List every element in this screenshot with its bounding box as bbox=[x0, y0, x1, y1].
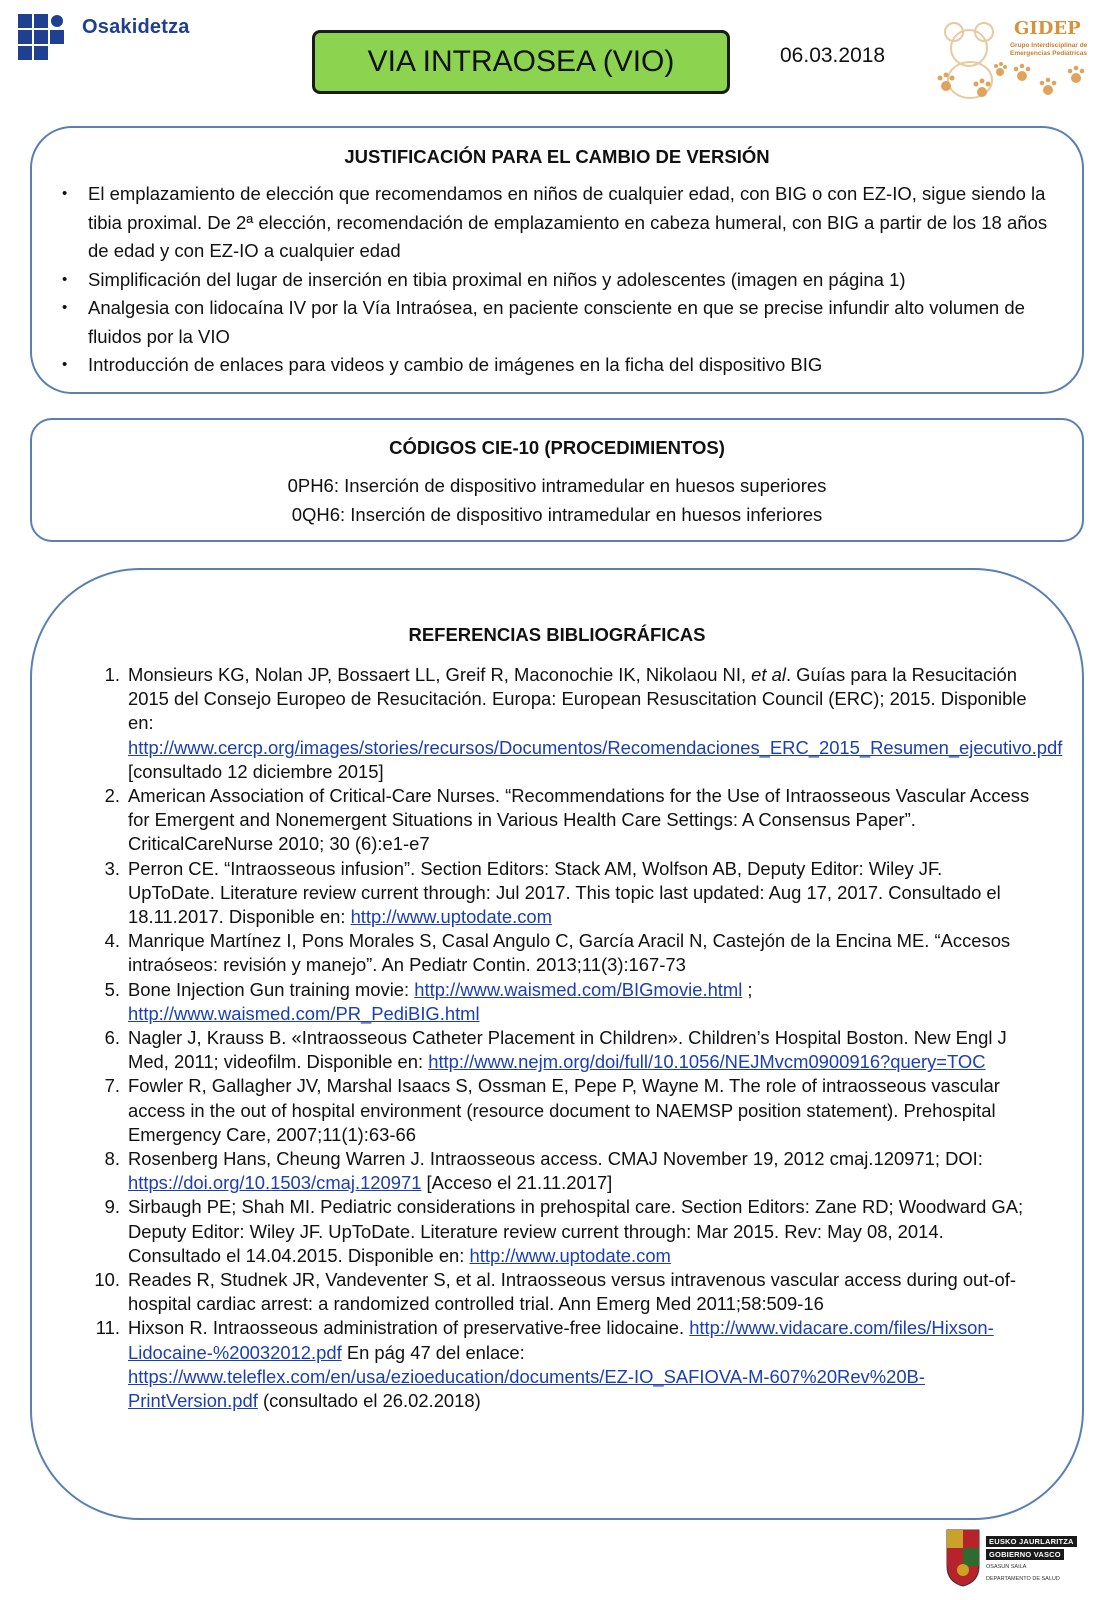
justification-panel bbox=[30, 126, 1084, 394]
page-title: VIA INTRAOSEA (VIO) bbox=[312, 30, 730, 94]
dept-name-basque: OSASUN SAILA bbox=[986, 1564, 1027, 1570]
osakidetza-cross-icon bbox=[18, 14, 70, 60]
reference-item bbox=[90, 1195, 1030, 1268]
reference-link[interactable]: http://www.uptodate.com bbox=[350, 906, 552, 928]
reference-number: 8. bbox=[104, 1148, 120, 1170]
reference-number: 3. bbox=[104, 857, 120, 879]
list-item: • Introducción de enlaces para videos y cambio de imágenes en la ficha del dispositivo BIG bbox=[62, 351, 1062, 380]
reference-number: 1. bbox=[104, 664, 120, 685]
coat-of-arms-icon bbox=[944, 1528, 982, 1588]
reference-number: 9. bbox=[104, 1196, 120, 1218]
reference-text: Fowler R, Gallagher JV, Marshal Isaacs S, Ossman E, Pepe P, Wayne M. The role of intraosseous vascular access in the out of hospital environment (resource document to NAEMSP position statement). Prehospital Emergency Care, 2007;11(1):63-66 bbox=[128, 1075, 1000, 1145]
list-item: • Simplificación del lugar de inserción en tibia proximal en niños y adolescentes (imagen en página 1) bbox=[62, 266, 1062, 295]
reference-item bbox=[90, 784, 1030, 857]
osakidetza-logo bbox=[18, 14, 198, 64]
reference-item bbox=[90, 1316, 1030, 1413]
gov-name-spanish: GOBIERNO VASCO bbox=[986, 1549, 1064, 1560]
teddy-bear-icon bbox=[930, 14, 1010, 102]
reference-item bbox=[90, 1268, 1030, 1316]
reference-text: Rosenberg Hans, Cheung Warren J. Intraosseous access. CMAJ November 19, 2012 cmaj.120971; DOI: bbox=[128, 1148, 983, 1170]
references-panel bbox=[30, 568, 1084, 1520]
code-line: 0PH6: Inserción de dispositivo intramedular en huesos superiores bbox=[287, 475, 827, 496]
paw-prints-icon bbox=[1012, 62, 1092, 102]
reference-text: Reades R, Studnek JR, Vandeventer S, et al. Intraosseous versus intravenous vascular access during out-of-hospital cardiac arrest: a randomized controlled trial. Ann Emerg Med 2011;58:509-16 bbox=[128, 1269, 1016, 1315]
gobierno-vasco-logo bbox=[944, 1524, 1094, 1594]
gidep-logo bbox=[930, 14, 1090, 104]
reference-link[interactable]: http://www.uptodate.com bbox=[469, 1244, 671, 1266]
reference-text: Hixson R. Intraosseous administration of preservative-free lidocaine. bbox=[128, 1317, 690, 1339]
document-date: 06.03.2018 bbox=[780, 44, 886, 67]
gidep-name: GIDEP bbox=[1014, 18, 1081, 39]
reference-item bbox=[90, 1147, 1030, 1195]
gov-name-basque: EUSKO JAURLARITZA bbox=[986, 1536, 1077, 1547]
justification-list bbox=[62, 180, 1062, 380]
reference-item bbox=[90, 929, 1030, 977]
reference-number: 2. bbox=[104, 785, 120, 807]
dept-name-spanish: DEPARTAMENTO DE SALUD bbox=[986, 1576, 1060, 1582]
reference-number: 7. bbox=[104, 1075, 120, 1097]
list-item: • Analgesia con lidocaína IV por la Vía Intraósea, en paciente consciente en que se precise infundir alto volumen de fluidos por la VIO bbox=[62, 294, 1062, 351]
reference-text: American Association of Critical-Care Nurses. “Recommendations for the Use of Intraosseous Vascular Access for Emergent and Nonemergent Situations in Various Health Care Settings: A Consensus Paper”. CriticalCareNurse 2010; 30 (6):e1-e7 bbox=[128, 785, 1030, 855]
reference-link[interactable]: http://www.waismed.com/PR_PediBIG.html bbox=[128, 1002, 480, 1024]
reference-link[interactable]: http://www.waismed.com/BIGmovie.html bbox=[414, 978, 743, 1000]
reference-italic-text: et al bbox=[751, 664, 786, 685]
reference-item bbox=[90, 1074, 1030, 1147]
reference-text: . Guías para la Resucitación 2015 del Consejo Europeo de Resucitación. Europa: European Resuscitation Council (ERC); 2015. Disponible en: bbox=[128, 664, 1027, 734]
list-item: • El emplazamiento de elección que recomendamos en niños de cualquier edad, con BIG o con EZ-IO, sigue siendo la tibia proximal. De 2ª elección, recomendación de emplazamiento en cabeza humeral, con BIG a partir de los 18 años de edad y con EZ-IO a cualquier edad bbox=[62, 180, 1062, 266]
reference-text: Bone Injection Gun training movie: bbox=[128, 978, 415, 1000]
reference-number: 6. bbox=[104, 1027, 120, 1049]
codes-list bbox=[32, 472, 1082, 529]
reference-link[interactable]: http://www.vidacare.com/files/Hixson-Lidocaine-%20032012.pdf bbox=[128, 1317, 994, 1363]
reference-text: [Acceso el 21.11.2017] bbox=[421, 1172, 613, 1194]
references-list bbox=[90, 663, 1063, 1413]
codes-title: CÓDIGOS CIE-10 (PROCEDIMIENTOS) bbox=[389, 437, 725, 458]
reference-number: 10. bbox=[94, 1269, 120, 1291]
reference-link[interactable]: http://www.cercp.org/images/stories/recursos/Documentos/Recomendaciones_ERC_2015_Resumen_ejecutivo.pdf bbox=[128, 736, 1063, 758]
justification-title: JUSTIFICACIÓN PARA EL CAMBIO DE VERSIÓN bbox=[344, 146, 770, 167]
reference-number: 11. bbox=[95, 1317, 120, 1339]
reference-text: Manrique Martínez I, Pons Morales S, Casal Angulo C, García Aracil N, Castejón de la Encina ME. “Accesos intraóseos: revisión y manejo”. An Pediatr Contin. 2013;11(3):167-73 bbox=[128, 930, 1011, 976]
code-line: 0QH6: Inserción de dispositivo intramedular en huesos inferiores bbox=[291, 503, 823, 525]
reference-text: En pág 47 del enlace: bbox=[341, 1341, 525, 1363]
reference-item bbox=[90, 663, 1063, 784]
reference-number: 5. bbox=[104, 978, 120, 1000]
reference-link[interactable]: https://www.teleflex.com/en/usa/ezioeducation/documents/EZ-IO_SAFIOVA-M-607%20Rev%20B-PrintVersion.pdf bbox=[128, 1365, 925, 1412]
reference-text: (consultado el 26.02.2018) bbox=[257, 1390, 481, 1412]
reference-text: Sirbaugh PE; Shah MI. Pediatric considerations in prehospital care. Section Editors: Zane RD; Woodward GA; Deputy Editor: Wiley JF. UpToDate. Literature review current through: Mar 2015. Rev: May 08, 2014. Consultado el 14.04.2015. Disponible en: bbox=[128, 1196, 1024, 1266]
reference-text: [consultado 12 diciembre 2015] bbox=[128, 760, 384, 782]
reference-text: Perron CE. “Intraosseous infusion”. Section Editors: Stack AM, Wolfson AB, Deputy Editor: Wiley JF. UpToDate. Literature review current through: Jul 2017. This topic last updated: Aug 17, 2017. Consultado el 18.11.2017. Disponible en: bbox=[128, 857, 1001, 928]
reference-text: Monsieurs KG, Nolan JP, Bossaert LL, Greif R, Maconochie IK, Nikolaou NI, bbox=[128, 664, 752, 685]
reference-link[interactable]: https://doi.org/10.1503/cmaj.120971 bbox=[128, 1172, 422, 1194]
org-name: Osakidetza bbox=[82, 16, 190, 38]
codes-panel bbox=[30, 418, 1084, 542]
reference-text: ; bbox=[742, 978, 753, 1000]
gidep-subtitle: Grupo Interdisciplinar de Emergencias Pediátricas bbox=[1010, 42, 1088, 57]
reference-item bbox=[90, 857, 1030, 930]
references-title: REFERENCIAS BIBLIOGRÁFICAS bbox=[408, 624, 706, 645]
reference-text: Nagler J, Krauss B. «Intraosseous Catheter Placement in Children». Children’s Hospital Boston. New Engl J Med, 2011; videofilm. Disponible en: bbox=[128, 1027, 1007, 1073]
reference-number: 4. bbox=[104, 930, 120, 952]
reference-item bbox=[90, 978, 1030, 1026]
reference-item bbox=[90, 1026, 1030, 1074]
reference-link[interactable]: http://www.nejm.org/doi/full/10.1056/NEJMvcm0900916?query=TOC bbox=[428, 1051, 986, 1073]
